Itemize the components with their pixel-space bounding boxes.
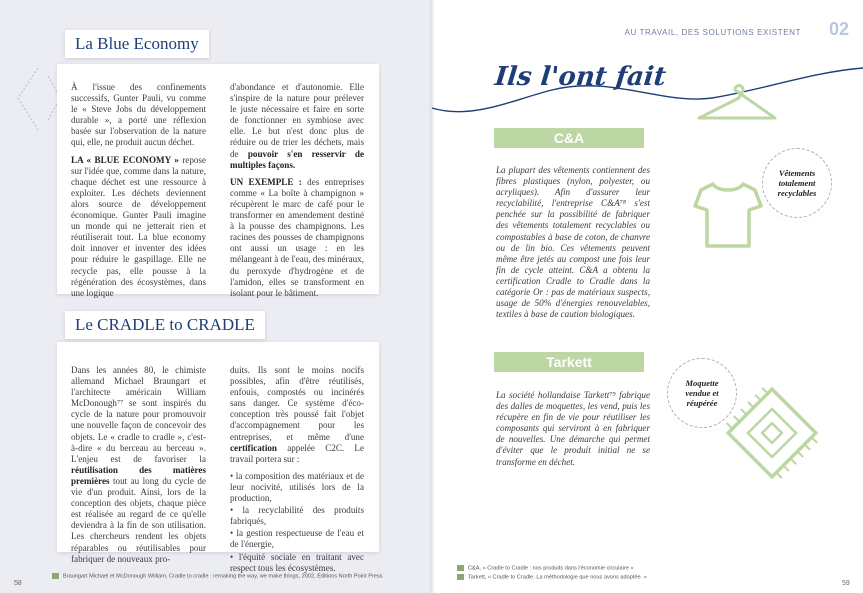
footnote-marker-icon [457,574,464,580]
section-title: Ils l'ont fait [493,62,668,92]
footnote-marker-icon [52,573,59,579]
blue-economy-title: La Blue Economy [65,30,209,58]
footnote-text: Tarkett, « Cradle to Cradle. La méthodologie que nous avons adoptée. » [468,574,647,581]
page-number-right: 59 [842,580,850,587]
footnote-marker-icon [457,565,464,571]
footnote [52,573,383,579]
cradle-col2 [230,365,364,575]
paragraph-text: duits. Ils sont le moins nocifs possibles, afin d'être réutilisés, enfouis, compostés ou incinérés sans danger. Ce système d'éco-conception très poussé fait l'objet d'accompagnement pour les entreprises, et même d'une [230,365,364,442]
footnote [457,574,647,580]
footnote [457,565,634,571]
chapter-number: 02 [828,19,849,39]
list-item: • la gestion respectueuse de l'eau et de l'énergie, [230,528,364,550]
paragraph-text: appelée C2C. Le travail portera sur : [230,442,364,464]
paragraph [230,365,364,465]
strong-text: certification [230,442,277,453]
ca-description: La plupart des vêtements contiennent des fibres plastiques (nylon, polyester, ou acryliques). Afin d'assurer leur recyclabilité, l'entreprise C&A⁷⁸ s'est penchée sur la possibilité de fabriquer des vêtements totalement recyclables ou compostables à base de coton, de chanvre ou de lin bio. Ces vêtements peuvent même être jetés au compost une fois leur fin de cycle atteint. C&A a obtenu la certification Cradle to Cradle dans la catégorie Or : pas de matériaux suspects, usage de 50% d'énergies renouvelables, textiles à base de caution biologiques. [496,165,650,320]
paragraph-text: des entreprises comme « La boîte à champignon » récupèrent le marc de café pour le transformer en amendement destiné à la pousse des champignons. Les racines des pousses de champignons ont aussi un usage : en les mélangeant à de l'eau, des minéraux, du peroxyde d'hydrogène et de l'amidon, elles se transforment en isolant pour le bâtiment. [230,176,364,298]
strong-text: réutilisation des matières premières [71,464,206,486]
footnote-text: Braungart Michael et McDonough William, Cradle to cradle : remaking the way, we make things, 2002, Éditions North Point Press [63,573,383,580]
blue-economy-col2 [230,82,364,305]
cradle-col1 [71,365,206,571]
running-header: AU TRAVAIL, DES SOLUTIONS EXISTENT [624,28,801,37]
footnote-text: C&A, « Cradle to Cradle : nos produits dans l'économie circulaire » [468,565,634,572]
list-item: • la recyclabilité des produits fabriqués, [230,505,364,527]
list-item: • la composition des matériaux et de leur nocivité, utilisés lors de la production, [230,470,364,504]
paragraph: À l'issue des confinements successifs, Gunter Pauli, vu comme le « Steve Jobs du développement durable », a porté une réflexion basée sur l'observation de la nature qui, elle, ne produit aucun déchet. [71,82,206,148]
paragraph [230,82,364,171]
tarkett-description: La société hollandaise Tarkett⁷⁹ fabrique des dalles de moquettes, les vend, puis les récupère en fin de vie pour réutiliser les composants qui serviront à en fabriquer de nouvelles. Une démarche qui permet d'éviter que le produit initial ne se transforme en déchet. [496,390,650,467]
cradle-title: Le CRADLE to CRADLE [65,311,265,339]
brand-label-ca: C&A [494,128,644,148]
blue-economy-col1 [71,82,206,305]
paragraph [71,365,206,565]
badge-carpet: Moquette vendue et réupérée [667,358,737,428]
brand-label-tarkett: Tarkett [494,352,644,372]
hanger-icon [697,80,777,125]
paragraph-text: Dans les années 80, le chimiste allemand Michael Braungart et l'architecte américain William McDonough⁷⁷ se sont inspirés du cycle de la nature pour promouvoir une nouvelle façon de concevoir des objets. Le « cradle to cradle », c'est-à-dire « du berceau au berceau ». L'enjeu est de favoriser la [71,365,206,464]
paragraph-text: repose sur l'idée que, comme dans la nature, chaque déchet est une ressource à exploiter. Les déchets deviennent alors source de développement économique. Gunter Pauli imagine un monde qui ne jetterait rien et réutiliserait tout. La blue economy doit innover et inventer des idées pour réduire le gaspillage. Elle ne recycle pas, elle pousse à la régénération des écosystèmes, dans une logique [71,154,206,298]
badge-recyclable: Vêtements totalement recyclables [762,148,832,218]
paragraph [71,155,206,299]
strong-text: UN EXEMPLE : [230,176,302,187]
paragraph [230,177,364,299]
list-item: • l'équité sociale en traitant avec respect tous les écosystèmes. [230,551,364,573]
tshirt-icon [693,180,763,250]
strong-text: LA « BLUE ECONOMY » [71,154,179,165]
page-number-left: 58 [14,580,22,587]
strong-text: pouvoir s'en resservir de multiples façons. [230,148,365,170]
paragraph-text: tout au long du cycle de vie d'un produit. Ainsi, lors de la conception des objets, chaque pièce est réalisée au regard de ce qu'elle deviendra à la fin de son utilisation. Les chercheurs rendent les objets réparables ou réutilisables pour fabriquer de nouveaux pro- [71,475,206,564]
paragraph-text: d'abondance et d'autonomie. Elle s'inspire de la nature pour prélever le juste nécessaire et faire en sorte de fonctionner en symbiose avec elle. Le but n'est donc plus de réduire ou de trier les déchets, mais de [230,82,364,159]
